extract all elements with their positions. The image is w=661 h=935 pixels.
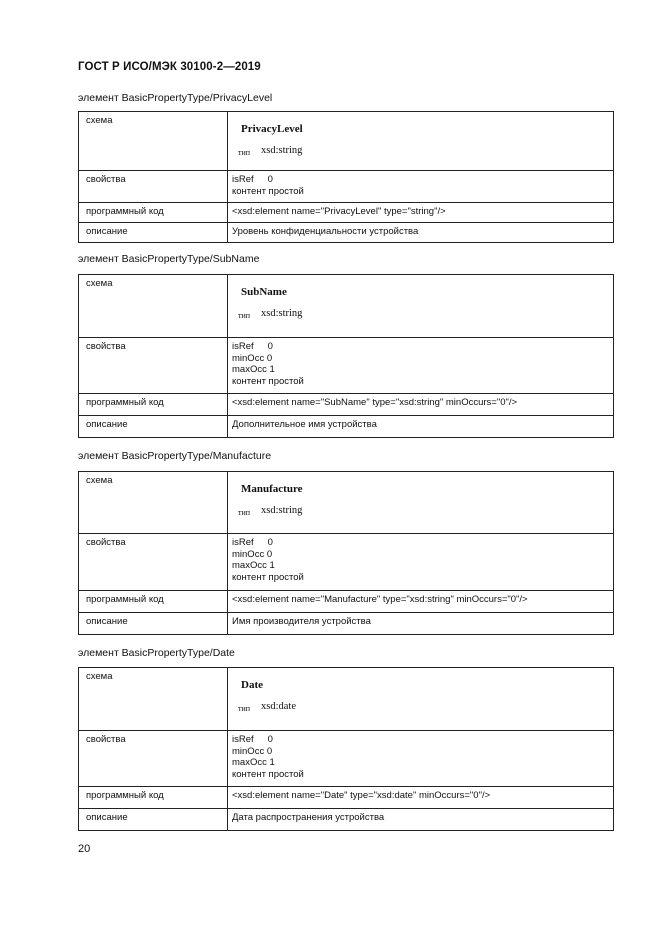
properties-cell	[228, 731, 614, 787]
description-cell: Дата распространения устройства	[228, 809, 614, 831]
schema-cell	[228, 275, 614, 338]
label-description: описание	[79, 416, 228, 438]
schema-type-value: xsd:date	[261, 701, 296, 712]
isref-value: 0	[267, 341, 273, 352]
label-code: программный код	[79, 203, 228, 223]
properties-cell	[228, 338, 614, 394]
isref-value: 0	[267, 174, 273, 185]
properties-cell	[228, 534, 614, 591]
schema-type-value: xsd:string	[261, 505, 303, 516]
schema-element-name: PrivacyLevel	[241, 123, 303, 135]
section-caption: элемент BasicPropertyType/PrivacyLevel	[78, 92, 273, 104]
label-properties: свойства	[79, 171, 228, 203]
label-code: программный код	[79, 394, 228, 416]
content-type: контент простой	[232, 185, 304, 197]
max-occurs: maxOcc 1	[232, 364, 275, 375]
section-caption: элемент BasicPropertyType/Manufacture	[78, 450, 272, 462]
element-table	[78, 274, 614, 438]
element-table	[78, 471, 614, 635]
isref-value: 0	[267, 537, 273, 548]
label-schema: схема	[79, 112, 228, 171]
document-header: ГОСТ Р ИСО/МЭК 30100-2—2019	[78, 61, 261, 73]
description-cell: Уровень конфиденциальности устройства	[228, 223, 614, 243]
element-table	[78, 667, 614, 831]
section-caption: элемент BasicPropertyType/Date	[78, 647, 235, 659]
min-occurs: minOcc 0	[232, 352, 273, 364]
schema-type-label: тип	[238, 508, 251, 517]
schema-type-label: тип	[238, 704, 251, 713]
label-code: программный код	[79, 591, 228, 613]
isref-label: isRef	[232, 174, 254, 185]
label-properties: свойства	[79, 338, 228, 394]
label-description: описание	[79, 613, 228, 635]
code-cell: <xsd:element name="SubName" type="xsd:string" minOccurs="0"/>	[228, 394, 614, 416]
schema-element-name: Manufacture	[241, 483, 303, 495]
section-caption: элемент BasicPropertyType/SubName	[78, 253, 260, 265]
label-properties: свойства	[79, 731, 228, 787]
schema-cell	[228, 668, 614, 731]
label-description: описание	[79, 809, 228, 831]
schema-type-label: тип	[238, 311, 251, 320]
schema-type-value: xsd:string	[261, 145, 303, 156]
schema-element-name: Date	[241, 679, 263, 691]
code-cell: <xsd:element name="Manufacture" type="xsd:string" minOccurs="0"/>	[228, 591, 614, 613]
label-description: описание	[79, 223, 228, 243]
properties-cell	[228, 171, 614, 203]
max-occurs: maxOcc 1	[232, 560, 275, 571]
label-schema: схема	[79, 668, 228, 731]
code-cell: <xsd:element name="PrivacyLevel" type="string"/>	[228, 203, 614, 223]
label-code: программный код	[79, 787, 228, 809]
label-schema: схема	[79, 472, 228, 534]
schema-type-label: тип	[238, 148, 251, 157]
code-cell: <xsd:element name="Date" type="xsd:date" minOccurs="0"/>	[228, 787, 614, 809]
description-cell: Имя производителя устройства	[228, 613, 614, 635]
content-type: контент простой	[232, 375, 304, 387]
label-schema: схема	[79, 275, 228, 338]
page-number: 20	[78, 843, 91, 855]
isref-label: isRef	[232, 341, 254, 352]
description-cell: Дополнительное имя устройства	[228, 416, 614, 438]
schema-cell	[228, 472, 614, 534]
isref-value: 0	[267, 734, 273, 745]
min-occurs: minOcc 0	[232, 745, 273, 757]
schema-element-name: SubName	[241, 286, 287, 298]
label-properties: свойства	[79, 534, 228, 591]
schema-cell	[228, 112, 614, 171]
isref-label: isRef	[232, 537, 254, 548]
content-type: контент простой	[232, 571, 304, 583]
max-occurs: maxOcc 1	[232, 757, 275, 768]
element-table	[78, 111, 614, 243]
isref-label: isRef	[232, 734, 254, 745]
schema-type-value: xsd:string	[261, 308, 303, 319]
content-type: контент простой	[232, 768, 304, 780]
min-occurs: minOcc 0	[232, 548, 273, 560]
